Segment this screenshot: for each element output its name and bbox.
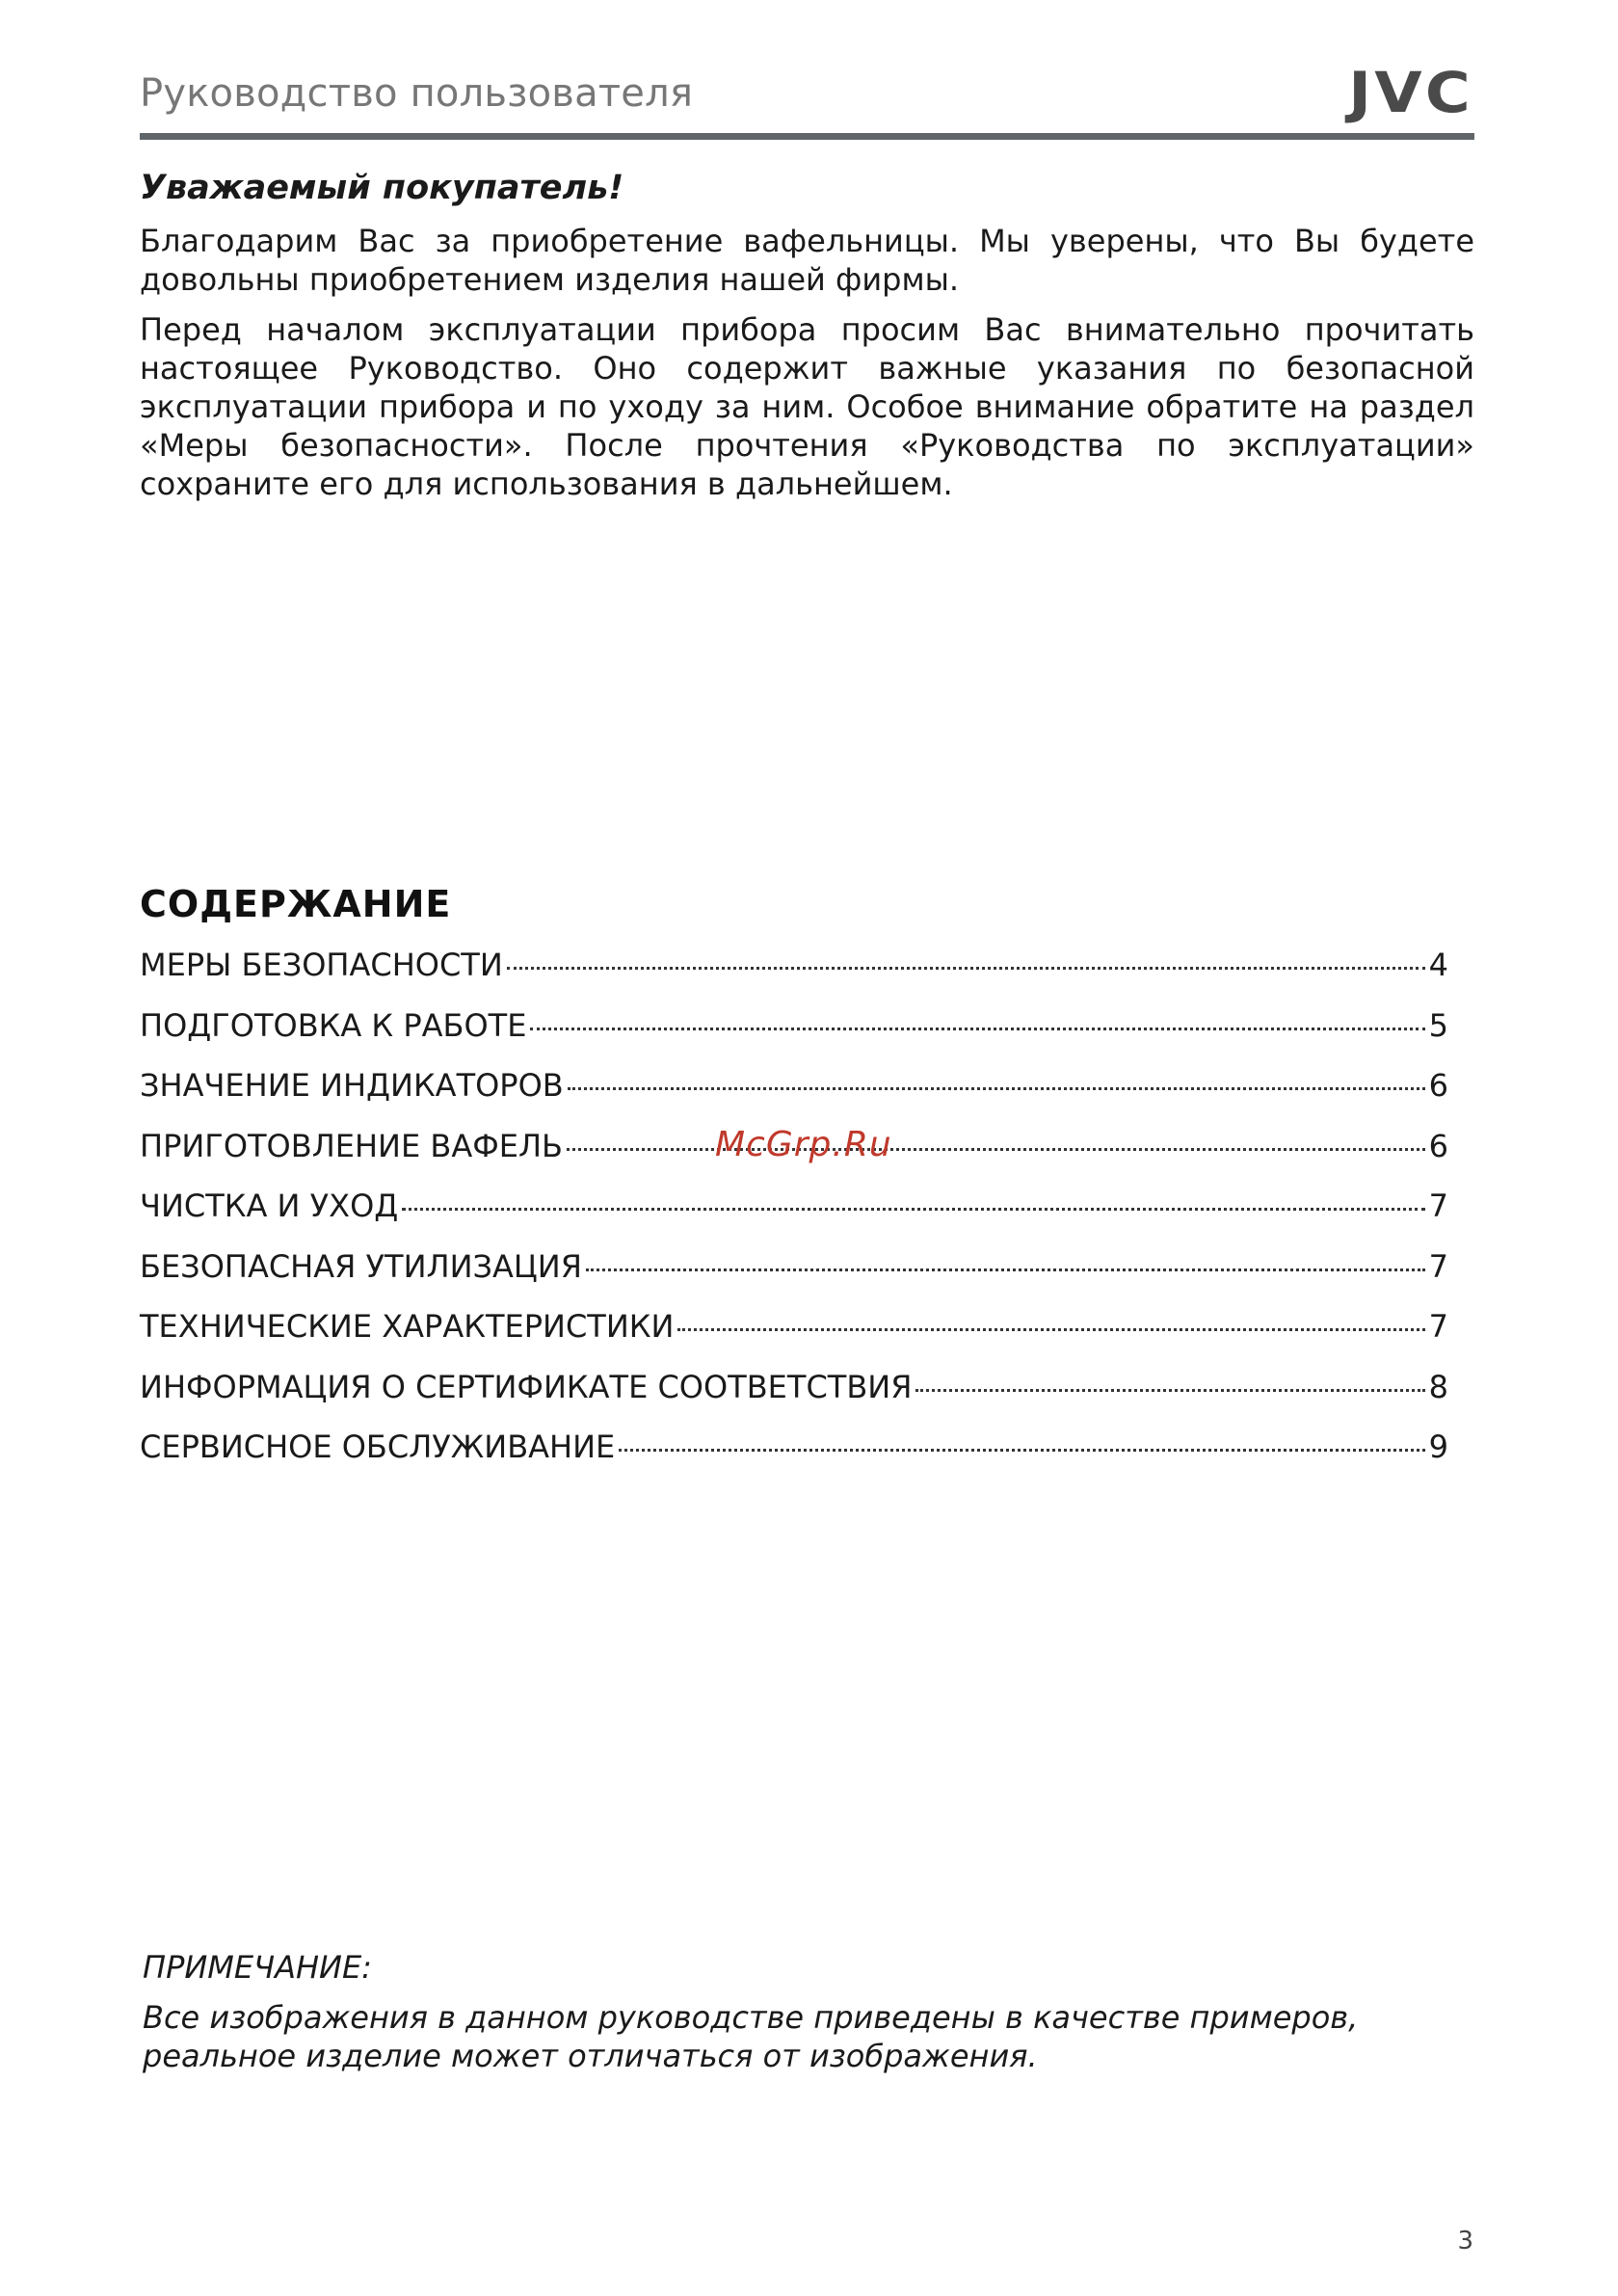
toc-entry-page: 8 [1428, 1368, 1448, 1405]
page-number: 3 [1457, 2227, 1473, 2256]
toc-entry[interactable] [140, 1007, 1448, 1068]
toc-entry-label: ИНФОРМАЦИЯ О СЕРТИФИКАТЕ СООТВЕТСТВИЯ [140, 1368, 913, 1405]
greeting-heading: Уважаемый покупатель! [140, 169, 624, 207]
toc-entry-page: 7 [1428, 1247, 1448, 1285]
toc-entry-page: 6 [1428, 1127, 1448, 1164]
brand-logo: JVC [1348, 60, 1473, 125]
toc-entry[interactable] [140, 1428, 1448, 1489]
note-text: Все изображения в данном руководстве приведены в качестве примеров, реальное изделие может отличаться от изображения. [143, 1999, 1359, 2074]
toc-entry[interactable] [140, 947, 1448, 1007]
toc-entry[interactable] [140, 1369, 1448, 1429]
intro-paragraph-1: Благодарим Вас за приобретение вафельницы. Мы уверены, что Вы будете довольны приобретением изделия нашей фирмы. [140, 223, 1474, 298]
note-label: ПРИМЕЧАНИЕ: [143, 1949, 372, 1986]
toc-leader-dots [530, 1028, 1424, 1030]
document-title: Руководство пользователя [140, 71, 694, 116]
toc-entry-page: 5 [1428, 1006, 1448, 1044]
toc-entry-label: ТЕХНИЧЕСКИЕ ХАРАКТЕРИСТИКИ [140, 1308, 675, 1345]
toc-leader-dots [619, 1449, 1424, 1452]
intro-paragraph-2: Перед началом эксплуатации прибора просим Вас внимательно прочитать настоящее Руководство. Оно содержит важные указания по безопасной эксплуатации прибора и по уходу за ним. Особое внимание обратите на раздел «Меры безопасности». После прочтения «Руководства по эксплуатации» сохраните его для использования в дальнейшем. [140, 311, 1474, 502]
toc-entry-page: 7 [1428, 1308, 1448, 1345]
toc-entry-label: ПРИГОТОВЛЕНИЕ ВАФЕЛЬ [140, 1127, 563, 1164]
toc-entry-label: БЕЗОПАСНАЯ УТИЛИЗАЦИЯ [140, 1247, 582, 1285]
toc-entry[interactable] [140, 1067, 1448, 1128]
toc-leader-dots [586, 1268, 1425, 1271]
watermark-text: McGrp.Ru [715, 1125, 892, 1164]
toc-entry-page: 7 [1428, 1188, 1448, 1224]
toc-entry[interactable] [140, 1308, 1448, 1369]
toc-entry-label: МЕРЫ БЕЗОПАСНОСТИ [140, 947, 503, 983]
toc-entry-label: ЧИСТКА И УХОД [140, 1188, 399, 1224]
toc-entry-label: ПОДГОТОВКА К РАБОТЕ [140, 1006, 527, 1044]
toc-leader-dots [915, 1389, 1424, 1392]
toc-leader-dots [568, 1087, 1425, 1090]
header-divider [140, 133, 1474, 140]
toc-entry-page: 9 [1428, 1428, 1448, 1465]
toc-leader-dots [507, 967, 1425, 970]
toc-leader-dots [402, 1208, 1424, 1211]
toc-entry-page: 6 [1428, 1067, 1448, 1104]
toc-leader-dots [567, 1148, 1425, 1151]
table-of-contents [140, 947, 1448, 1489]
toc-entry-page: 4 [1428, 947, 1448, 983]
toc-entry-label: СЕРВИСНОЕ ОБСЛУЖИВАНИЕ [140, 1428, 616, 1465]
toc-heading: СОДЕРЖАНИЕ [140, 883, 452, 925]
toc-entry[interactable] [140, 1188, 1448, 1248]
toc-entry-label: ЗНАЧЕНИЕ ИНДИКАТОРОВ [140, 1067, 564, 1104]
toc-leader-dots [677, 1328, 1424, 1331]
toc-entry[interactable] [140, 1248, 1448, 1309]
